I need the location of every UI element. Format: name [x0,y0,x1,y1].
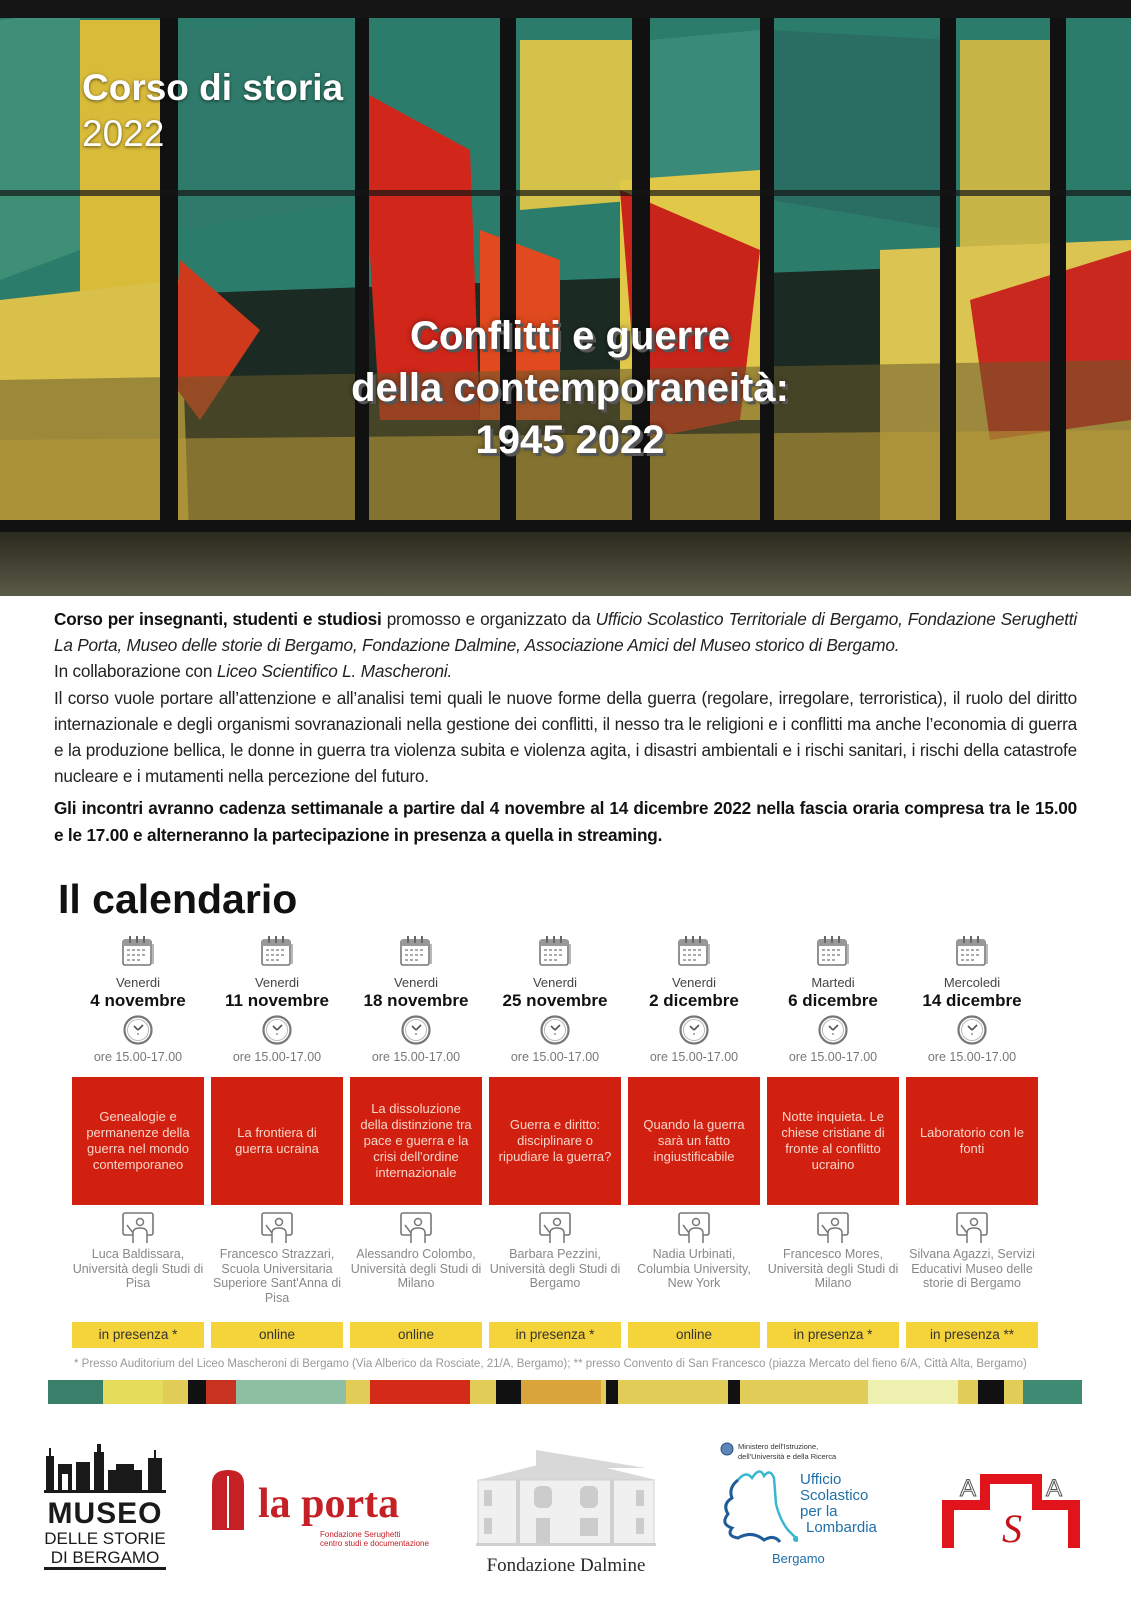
session-topic: Genealogie e permanenze della guerra nel mondo contemporaneo [72,1077,204,1205]
laporta-sub-2: centro studi e documentazione [320,1539,429,1548]
usr-line-2: Scolastico [800,1487,869,1504]
session-mode-badge: in presenza * [489,1322,621,1348]
clock-icon [539,1014,571,1046]
speaker-icon [398,1211,434,1245]
intro-text [54,606,1077,848]
session-time: ore 15.00-17.00 [93,1050,183,1064]
speaker-icon [259,1211,295,1245]
hero-banner [0,0,1131,596]
logo-la-porta [210,1468,430,1558]
calendar-icon [954,934,990,968]
session-weekday: Mercoledi [943,975,1001,990]
session-date: 11 novembre [225,991,329,1010]
dalmine-name: Fondazione Dalmine [486,1555,646,1576]
session-speaker: Nadia Urbinati, Columbia University, New York [637,1247,751,1290]
course-year: 2022 [82,113,165,154]
svg-text:S: S [1002,1506,1022,1550]
session-topic: Quando la guerra sarà un fatto ingiustificabile [628,1077,760,1205]
session-topic: La frontiera di guerra ucraina [211,1077,343,1205]
intro-paragraph-topics: Il corso vuole portare all’attenzione e all’analisi temi quali le nuove forme della guerra (regolare, irregolare, terroristica), il ruolo del diritto internazionale e degli organismi sovranazionali nella gestione dei conflitti, il nesso tra le religioni e i conflitti ma anche l’economia di guerra e la produzione bellica, le donne in guerra tra violenza subita e violenza agita, i disastri ambientali e i rischi sanitari, i rischi della catastrofe nucleare e i mutamenti nella percezione del futuro. [54,687,1077,787]
session-speaker: Barbara Pezzini, Università degli Studi di Bergamo [489,1247,621,1290]
museo-skyline-icon [44,1444,166,1494]
usr-line-4: Lombardia [806,1519,877,1536]
session-date: 2 dicembre [649,991,739,1010]
museo-line-2: DELLE STORIE [44,1529,166,1548]
session-speaker: Francesco Mores, Università degli Studi di Milano [767,1247,899,1290]
session-mode-badge: in presenza ** [906,1322,1038,1348]
museo-line-3: DI BERGAMO [44,1548,166,1570]
decorative-strip [48,1380,1082,1404]
amsa-emblem [940,1470,1082,1550]
course-title [250,310,890,466]
stained-glass-strip [48,1380,1082,1404]
title-line-2: della contemporaneità: [351,366,789,410]
calendar-session-3 [350,934,482,1342]
speaker-icon [676,1211,712,1245]
intro-paragraph-collab [54,658,1077,684]
session-speaker: Silvana Agazzi, Servizi Educativi Museo delle storie di Bergamo [909,1247,1035,1290]
intro-audience: Corso per insegnanti, studenti e studiosi [54,609,382,629]
intro-organizers: Ufficio Scolastico Territoriale di Bergamo, Fondazione Serughetti La Porta, Museo delle storie di Bergamo, Fondazione Dalmine, Associazione Amici del Museo storico di Bergamo. [54,609,1077,656]
session-time: ore 15.00-17.00 [927,1050,1017,1064]
session-weekday: Venerdi [393,975,439,990]
session-date: 14 dicembre [922,991,1022,1010]
calendar-title: Il calendario [58,876,298,922]
calendar-icon [676,934,712,968]
session-weekday: Venerdi [254,975,300,990]
partner-logos [0,1430,1131,1600]
clock-icon [678,1014,710,1046]
logo-amici-museo-storico [940,1470,1082,1550]
intro-paragraph-schedule: Gli incontri avranno cadenza settimanale a partire dal 4 novembre al 14 dicembre 2022 nella fascia oraria compresa tra le 15.00 e le 17.00 e alterneranno la partecipazione in presenza a quella in streaming. [54,798,1077,845]
session-weekday: Venerdi [532,975,578,990]
calendar-session-7 [906,934,1038,1342]
session-time: ore 15.00-17.00 [510,1050,600,1064]
session-topic: Notte inquieta. Le chiese cristiane di fronte al conflitto ucraino [767,1077,899,1205]
session-time: ore 15.00-17.00 [232,1050,322,1064]
dalmine-building-icon [476,1450,656,1546]
session-speaker: Luca Baldissara, Università degli Studi di Pisa [72,1247,204,1290]
session-time: ore 15.00-17.00 [788,1050,878,1064]
course-label: Corso di storia [82,67,344,108]
usr-ministry-1: Ministero dell'Istruzione, [738,1442,819,1451]
calendar-icon [815,934,851,968]
clock-icon [261,1014,293,1046]
session-date: 18 novembre [363,991,469,1010]
logo-museo-storie-bergamo [44,1444,166,1574]
venue-footnote: * Presso Auditorium del Liceo Mascheroni di Bergamo (Via Alberico da Rosciate, 21/A, Bergamo); ** presso Convento di San Francesco (piazza Mercato del fieno 6/A, Città Alta, Bergamo) [74,1358,1027,1370]
session-date: 6 dicembre [788,991,878,1010]
calendar-session-5 [628,934,760,1342]
logo-fondazione-dalmine [476,1450,656,1580]
session-mode-badge: online [628,1322,760,1348]
door-icon [210,1468,250,1530]
clock-icon [122,1014,154,1046]
calendar-session-4 [489,934,621,1342]
session-date: 4 novembre [90,991,186,1010]
svg-text:A: A [1046,1475,1063,1502]
session-mode-badge: online [350,1322,482,1348]
calendar-session-2 [211,934,343,1342]
session-mode-badge: in presenza * [72,1322,204,1348]
session-topic: Guerra e diritto: disciplinare o ripudiare la guerra? [489,1077,621,1205]
intro-collab-label: In collaborazione con [54,661,217,682]
session-weekday: Venerdi [115,975,161,990]
session-time: ore 15.00-17.00 [649,1050,739,1064]
session-mode-badge: online [211,1322,343,1348]
session-speaker: Francesco Strazzari, Scuola Universitaria Superiore Sant'Anna di Pisa [212,1247,342,1305]
republic-emblem-icon [720,1442,734,1456]
calendar-icon [259,934,295,968]
calendar-grid [72,934,1060,1342]
clock-icon [956,1014,988,1046]
session-date: 25 novembre [502,991,608,1010]
session-weekday: Martedi [811,975,855,990]
calendar-session-6 [767,934,899,1342]
intro-collab-school: Liceo Scientifico L. Mascheroni. [216,661,453,682]
session-weekday: Venerdi [671,975,717,990]
title-line-1: Conflitti e guerre [409,314,731,358]
calendar-icon [398,934,434,968]
museo-line-1: MUSEO [47,1497,163,1530]
laporta-name: la porta [258,1481,400,1527]
speaker-icon [537,1211,573,1245]
clock-icon [817,1014,849,1046]
logo-ufficio-scolastico-lombardia [718,1442,908,1582]
session-speaker: Alessandro Colombo, Università degli Studi di Milano [350,1247,482,1290]
session-mode-badge: in presenza * [767,1322,899,1348]
speaker-icon [954,1211,990,1245]
usr-ministry-2: dell'Università e della Ricerca [738,1452,837,1461]
laporta-sub-1: Fondazione Serughetti [320,1530,401,1539]
session-topic: Laboratorio con le fonti [906,1077,1038,1205]
usr-line-1: Ufficio [800,1471,842,1488]
clock-icon [400,1014,432,1046]
session-time: ore 15.00-17.00 [371,1050,461,1064]
usr-line-3: per la [800,1503,838,1520]
speaker-icon [120,1211,156,1245]
session-topic: La dissoluzione della distinzione tra pace e guerra e la crisi dell'ordine internazionale [350,1077,482,1205]
intro-promoted-by: promosso e organizzato da [381,609,596,629]
title-line-3: 1945 2022 [475,418,665,462]
usr-city: Bergamo [772,1551,825,1566]
lombardia-map-icon [718,1464,798,1554]
calendar-session-1 [72,934,204,1342]
calendar-icon [537,934,573,968]
speaker-icon [815,1211,851,1245]
svg-text:A: A [960,1475,977,1502]
intro-paragraph-organizers [54,606,1077,658]
calendar-icon [120,934,156,968]
